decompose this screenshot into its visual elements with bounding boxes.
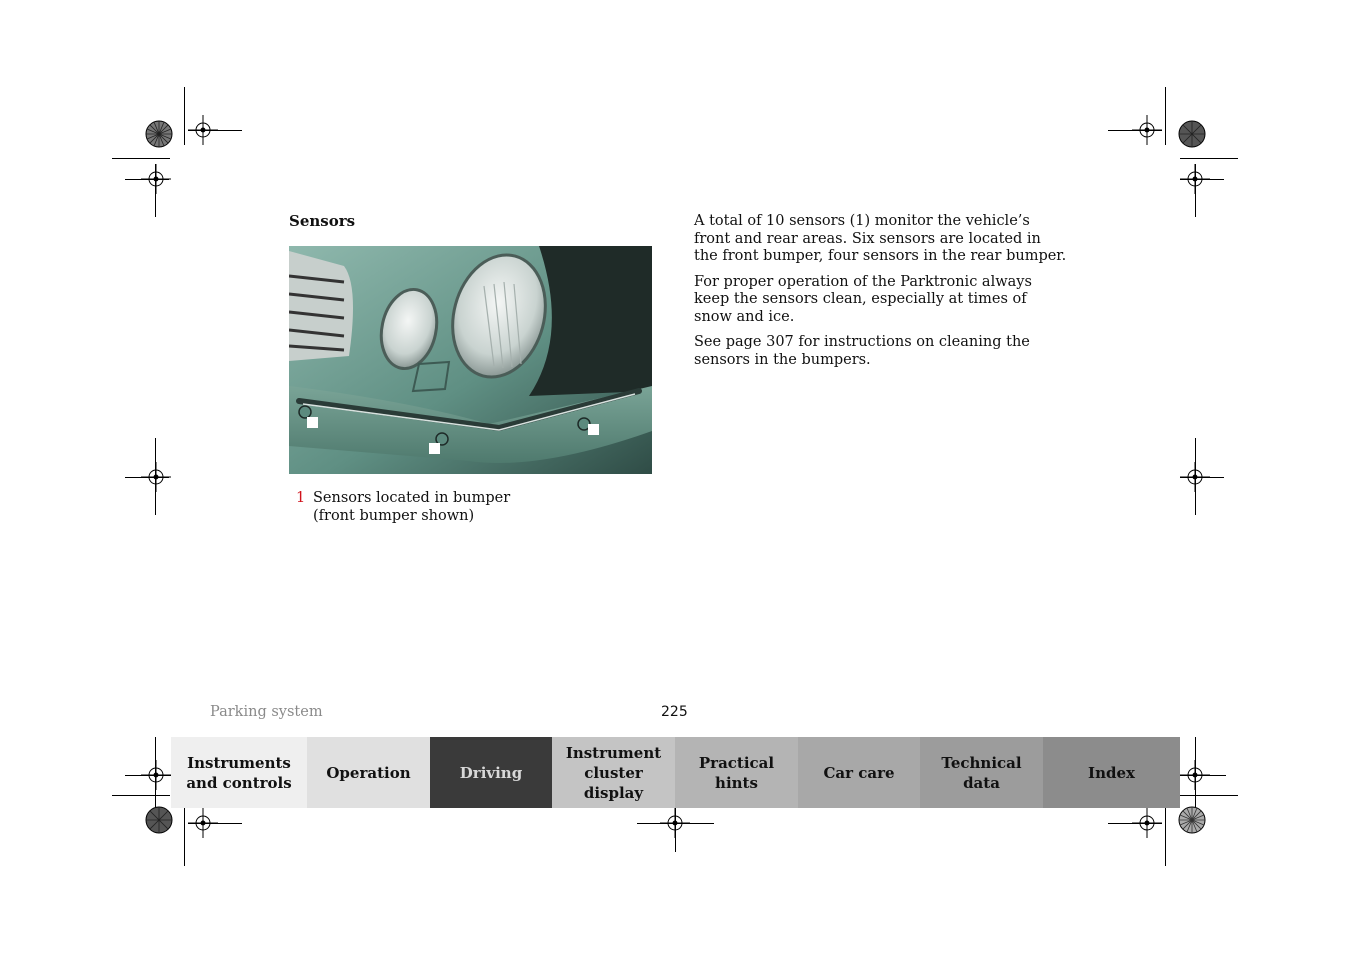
caption-number: 1: [296, 490, 306, 506]
caption-text: Sensors located in bumper (front bumper shown): [313, 490, 511, 524]
paragraph: A total of 10 sensors (1) monitor the vehicle’s front and rear areas. Six sensors are located in the front bumper, four sensors in the rear bumper.: [694, 213, 1067, 264]
bumper-sensors-image: [289, 246, 652, 474]
tab-technical-data[interactable]: Technical data: [920, 737, 1043, 808]
figure-caption: [296, 489, 510, 525]
tab-car-care[interactable]: Car care: [798, 737, 920, 808]
color-wheel-icon: [145, 120, 173, 148]
color-wheel-icon: [1178, 806, 1206, 834]
tab-operation[interactable]: Operation: [307, 737, 430, 808]
color-wheel-icon: [1178, 120, 1206, 148]
section-heading: Sensors: [289, 212, 356, 230]
tab-instruments-and-controls[interactable]: Instruments and controls: [171, 737, 307, 808]
body-text: [694, 213, 1069, 377]
paragraph: For proper operation of the Parktronic always keep the sensors clean, especially at times of snow and ice.: [694, 273, 1032, 325]
paragraph: See page 307 for instructions on cleaning the sensors in the bumpers.: [694, 334, 1030, 368]
tab-index[interactable]: Index: [1043, 737, 1180, 808]
chapter-tabs: [171, 737, 1180, 808]
color-wheel-icon: [145, 806, 173, 834]
footer-section-title: Parking system: [210, 704, 323, 720]
page-number: 225: [661, 704, 688, 720]
car-front-bumper-illustration: [289, 246, 652, 474]
tab-instrument-cluster-display[interactable]: Instrument cluster display: [552, 737, 675, 808]
tab-driving[interactable]: Driving: [430, 737, 552, 808]
tab-practical-hints[interactable]: Practical hints: [675, 737, 798, 808]
